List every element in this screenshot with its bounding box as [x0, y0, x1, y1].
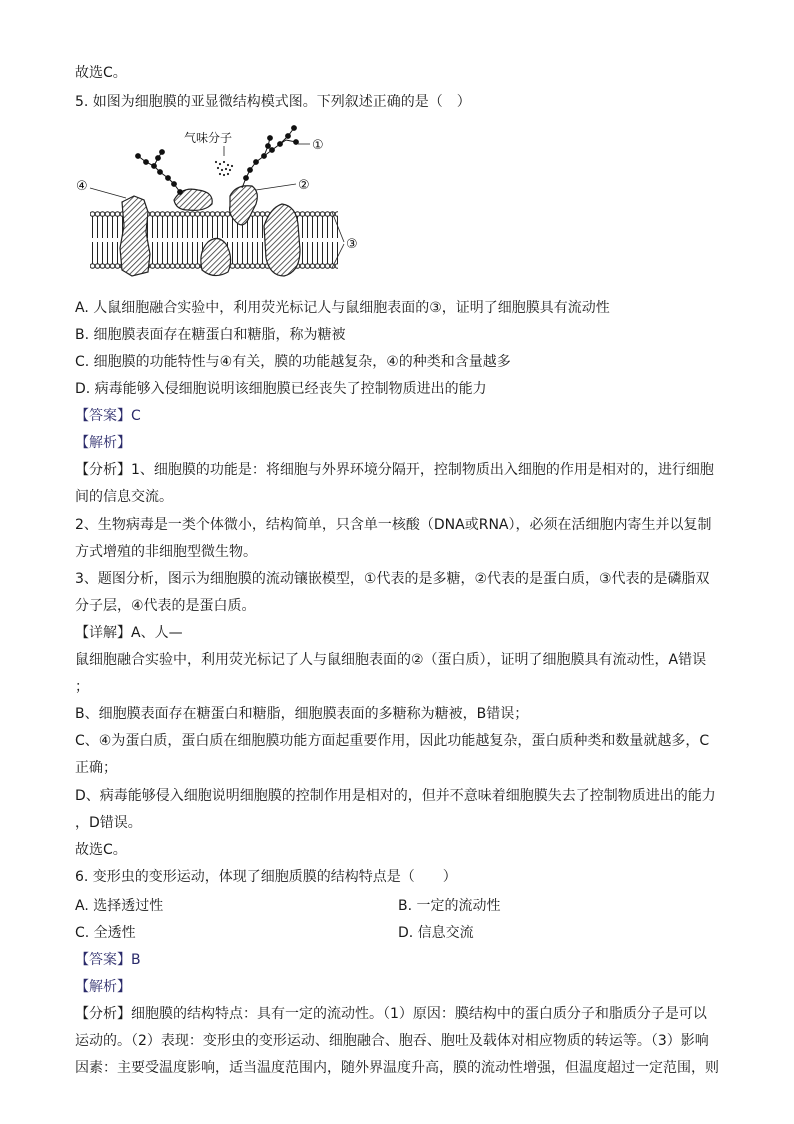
option-c: C. 细胞膜的功能特性与④有关，膜的功能越复杂，④的种类和含量越多	[75, 354, 511, 370]
label-1: ①	[312, 138, 324, 153]
text-line: D、病毒能够侵入细胞说明细胞膜的控制作用是相对的，但并不意味着细胞膜失去了控制物质进出的能力	[75, 788, 716, 804]
analysis-label: 【解析】	[75, 979, 131, 995]
answer-label: 【答案】B	[75, 952, 141, 968]
text-line: C、④为蛋白质，蛋白质在细胞膜功能方面起重要作用，因此功能越复杂，蛋白质种类和数量就越多，C	[75, 733, 710, 749]
text-line: 间的信息交流。	[75, 489, 173, 505]
text-line: 【分析】细胞膜的结构特点：具有一定的流动性。（1）原因：膜结构中的蛋白质分子和脂质分子是可以	[75, 1006, 707, 1022]
sugar-chain-1	[242, 126, 298, 188]
text-line: 因素：主要受温度影响，适当温度范围内，随外界温度升高，膜的流动性增强，但温度超过一定范围，则	[75, 1060, 719, 1076]
analysis-label: 【解析】	[75, 435, 131, 451]
label-3: ③	[346, 237, 358, 252]
text-line: ，D错误。	[75, 815, 142, 831]
text-line: 方式增殖的非细胞型微生物。	[75, 544, 257, 560]
label-2: ②	[298, 178, 310, 193]
label-4: ④	[76, 179, 88, 194]
text-line: 鼠细胞融合实验中，利用荧光标记了人与鼠细胞表面的②（蛋白质），证明了细胞膜具有流动性，A错误	[75, 652, 707, 668]
text-line: 【详解】A、人—	[75, 625, 183, 641]
odor-molecules	[215, 161, 233, 176]
answer-label: 【答案】C	[75, 408, 141, 424]
sugar-chain-left	[136, 150, 186, 195]
text-line: 3、题图分析，图示为细胞膜的流动镶嵌模型，①代表的是多糖，②代表的是蛋白质，③代表的是磷脂双	[75, 571, 710, 587]
option-c: C. 全透性	[75, 925, 136, 941]
text-line: 故选C。	[75, 65, 127, 81]
text-line: 故选C。	[75, 842, 127, 858]
text-line: ；	[75, 679, 89, 695]
option-a: A. 选择透过性	[75, 898, 164, 914]
text-line: 【分析】1、细胞膜的功能是：将细胞与外界环境分隔开，控制物质出入细胞的作用是相对的，进行细胞	[75, 462, 714, 478]
odor-molecule-label: 气味分子	[184, 131, 233, 145]
option-a: A. 人鼠细胞融合实验中，利用荧光标记人与鼠细胞表面的③，证明了细胞膜具有流动性	[75, 300, 610, 316]
text-line: 2、生物病毒是一类个体微小，结构简单，只含单一核酸（DNA或RNA），必须在活细胞内寄生并以复制	[75, 517, 712, 533]
option-b: B. 一定的流动性	[398, 898, 501, 914]
option-d: D. 病毒能够入侵细胞说明该细胞膜已经丧失了控制物质进出的能力	[75, 381, 487, 397]
question-6-stem: 6. 变形虫的变形运动，体现了细胞质膜的结构特点是（ ）	[75, 869, 457, 885]
option-b: B. 细胞膜表面存在糖蛋白和糖脂，称为糖被	[75, 327, 346, 343]
text-line: 正确；	[75, 760, 117, 776]
text-line: B、细胞膜表面存在糖蛋白和糖脂，细胞膜表面的多糖称为糖被，B错误；	[75, 706, 529, 722]
text-line: 分子层，④代表的是蛋白质。	[75, 598, 256, 614]
question-5-stem: 5. 如图为细胞膜的亚显微结构模式图。下列叙述正确的是（ ）	[75, 94, 471, 110]
transmembrane-protein-4	[120, 196, 150, 276]
option-d: D. 信息交流	[398, 925, 474, 941]
text-line: 运动的。（2）表现：变形虫的变形运动、细胞融合、胞吞、胞吐及载体对相应物质的转运等。（3）影响	[75, 1033, 709, 1049]
membrane-diagram	[74, 120, 364, 300]
transmembrane-protein-right	[264, 204, 300, 276]
